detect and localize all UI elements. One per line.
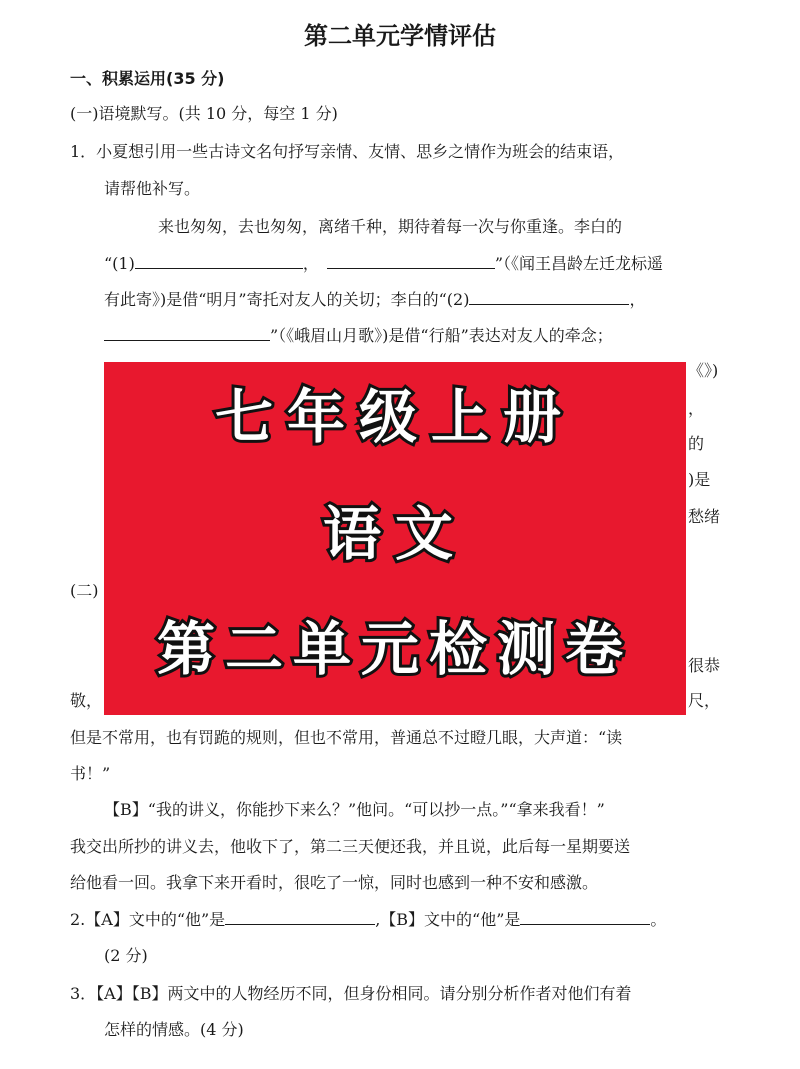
text-fragment: 很恭 xyxy=(688,656,721,675)
question-2-part-b: ,【B】文中的“他”是 xyxy=(375,910,521,929)
passage-b-line-2: 我交出所抄的讲义去，他收下了，第二三天便还我，并且说，此后每一星期要送 xyxy=(70,837,631,856)
banner-subject: 语文 xyxy=(322,500,467,568)
text-fragment: 敬， xyxy=(70,691,103,710)
question-1-passage-line-4 xyxy=(104,324,613,347)
passage-line: 但是不常用，也有罚跪的规则，但也不常用，普通总不过瞪几眼，大声道：“读 xyxy=(70,728,623,747)
question-2-score: (2 分) xyxy=(104,946,148,965)
question-2 xyxy=(70,908,666,931)
passage-text: 有此寄》)是借“明月”寄托对友人的关切；李白的“(2) xyxy=(104,290,470,309)
question-1-passage-line-2 xyxy=(104,252,663,275)
question-2-part-a: 2.【A】文中的“他”是 xyxy=(70,910,226,929)
part-heading: (一)语境默写。(共 10 分，每空 1 分) xyxy=(70,104,338,123)
comma: ， xyxy=(629,290,646,309)
text-fragment: ， xyxy=(688,399,705,418)
answer-blank-1b[interactable] xyxy=(327,252,495,269)
question-3-line-2: 怎样的情感。(4 分) xyxy=(104,1020,244,1039)
text-fragment: )是 xyxy=(688,470,711,489)
banner-unit: 第二单元检测卷 xyxy=(156,615,633,683)
question-1-line-2: 请帮他补写。 xyxy=(104,179,201,198)
answer-blank-2a[interactable] xyxy=(469,288,629,305)
text-fragment: 愁绪 xyxy=(688,507,721,526)
banner-grade: 七年级上册 xyxy=(214,383,575,451)
text-fragment: 《》) xyxy=(688,361,719,380)
passage-b-line-1: 【B】“我的讲义，你能抄下来么？”他问。“可以抄一点。”“拿来我看！” xyxy=(104,800,605,819)
question-1-line-1: 1．小夏想引用一些古诗文名句抒写亲情、友情、思乡之情作为班会的结束语， xyxy=(70,142,625,161)
question-1-passage-line-3 xyxy=(104,288,645,311)
passage-b-line-3: 给他看一回。我拿下来开看时，很吃了一惊，同时也感到一种不安和感激。 xyxy=(70,873,599,892)
text-fragment: 尺， xyxy=(688,691,721,710)
passage-line: 书！” xyxy=(70,764,111,783)
page-title: 第二单元学情评估 xyxy=(304,22,496,50)
passage-text: ”（《峨眉山月歌》)是借“行船”表达对友人的牵念； xyxy=(270,326,613,345)
source-note-1: ”（《闻王昌龄左迁龙标遥 xyxy=(494,254,664,273)
question-3-line-1: 3．【A】【B】两文中的人物经历不同，但身份相同。请分别分析作者对他们有着 xyxy=(70,984,632,1003)
text-fragment: 的 xyxy=(688,434,705,453)
period: 。 xyxy=(650,910,667,929)
answer-blank-q2a[interactable] xyxy=(225,908,375,925)
blank-label-1: “(1) xyxy=(104,254,135,273)
question-1-passage-line-1: 来也匆匆，去也匆匆，离绪千种，期待着每一次与你重逢。李白的 xyxy=(158,217,623,236)
answer-blank-2b[interactable] xyxy=(104,324,270,341)
comma: ， xyxy=(302,254,319,273)
answer-blank-q2b[interactable] xyxy=(520,908,650,925)
text-fragment: (二) xyxy=(70,581,99,600)
title-banner xyxy=(104,362,686,715)
section-heading: 一、积累运用(35 分) xyxy=(70,69,225,88)
answer-blank-1a[interactable] xyxy=(135,252,303,269)
